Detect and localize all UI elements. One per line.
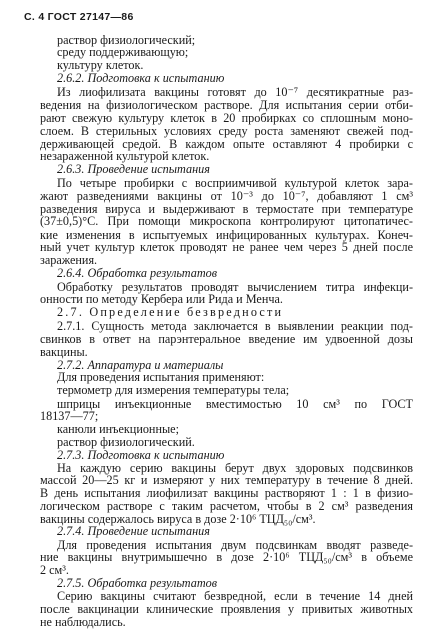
text-line: Для проведения испытания применяют: — [57, 370, 265, 385]
text-line: В день испытания лиофилизат вакцины растворяют 1 : 1 в физио- — [40, 486, 413, 501]
text-line: Для проведения испытания двум подсвинкам вводят разведе- — [57, 537, 413, 552]
text-line: разведения вируса и выдерживают в термостате при температуре — [40, 202, 413, 216]
text-line: раствор физиологический; — [57, 33, 196, 47]
text-line: не наблюдались. — [40, 615, 126, 629]
page-header: С. 4 ГОСТ 27147—86 — [24, 11, 134, 23]
text-line: рают свежую культуру клеток в 20 пробирках со сплошным моно- — [40, 111, 413, 126]
text-line: ведения на физиологическом растворе. Для испытания серии отби- — [40, 98, 413, 113]
text-line: вакцины содержалось вируса в дозе 2·10⁶ ТЦД₅₀/см³. — [40, 512, 316, 526]
section-heading: 2.7.4. Проведение испытания — [57, 524, 210, 539]
text-line: держивающей средой. В каждом опыте оставляют 4 пробирки с — [40, 136, 413, 151]
text-line: заражения. — [40, 253, 98, 268]
text-line: свинков в ответ на парэнтеральное введение им удвоенной дозы — [40, 332, 413, 347]
text-line: незараженной культурой клеток. — [40, 149, 210, 164]
section-heading: 2.7.2. Аппаратура и материалы — [57, 357, 224, 372]
text-line: Серию вакцины считают безвредной, если в течение 14 дней — [57, 589, 413, 604]
section-heading: 2.7.5. Обработка результатов — [57, 576, 218, 591]
text-line: 2.7.1. Сущность метода заключается в выявлении реакции под- — [57, 319, 413, 334]
text-line: На каждую серию вакцины берут двух здоровых подсвинков — [57, 460, 413, 475]
text-line: термометр для измерения температуры тела; — [57, 383, 290, 398]
text-line: онности по методу Кербера или Рида и Менча. — [40, 291, 283, 306]
text-line: массой 20—25 кг и измеряют у них температуру в течение 8 дней. — [40, 473, 413, 488]
text-line: логическом растворе с таким расчетом, чтобы в 2 см³ разведения — [40, 498, 413, 513]
section-heading: 2.6.2. Подготовка к испытанию — [57, 70, 225, 85]
text-line: после вакцинации клинические проявления у привитых животных — [40, 601, 413, 616]
text-line: канюли инъекционные; — [57, 422, 179, 437]
text-line: 18137—77; — [40, 408, 99, 423]
text-line: слоем. В стерильных условиях среду роста заменяют свежей под- — [40, 123, 413, 138]
text-line: культуру клеток. — [57, 57, 144, 72]
text-line: Из лиофилизата вакцины готовят до 10⁻⁷ десятикратные раз- — [57, 84, 413, 99]
text-line: среду поддерживающую; — [57, 45, 189, 60]
text-line: Обработку результатов проводят вычислением титра инфекци- — [57, 279, 413, 294]
text-line: ный учет культур клеток проводят не ранее чем через 5 дней после — [40, 239, 413, 254]
text-line: кие изменения в испытуемых инфицированных культурах. Конеч- — [40, 227, 413, 242]
section-heading: 2.7.3. Подготовка к испытанию — [57, 447, 225, 462]
text-line: раствор физиологический. — [57, 434, 195, 449]
text-line: (37±0,5)°С. При помощи микроскопа контролируют цитопатичес- — [40, 214, 413, 229]
text-line: 2 см³. — [40, 563, 69, 578]
section-heading: 2.6.3. Проведение испытания — [57, 162, 210, 177]
section-heading: 2.6.4. Обработка результатов — [57, 266, 218, 281]
text-line: жают разведениями вакцины от 10⁻³ до 10⁻⁷, добавляют 1 см³ — [40, 188, 413, 203]
text-line: шприцы инъекционные вместимостью 10 см³ по ГОСТ — [57, 396, 413, 411]
section-heading: 2.7. Определение безвредности — [57, 305, 284, 319]
text-line: вакцины. — [40, 344, 88, 359]
text-line: По четыре пробирки с восприимчивой культурой клеток зара- — [57, 175, 413, 190]
text-line: ние вакцины внутримышечно в дозе 2·10⁶ ТЦД₅₀/см³ в объеме — [40, 549, 413, 564]
